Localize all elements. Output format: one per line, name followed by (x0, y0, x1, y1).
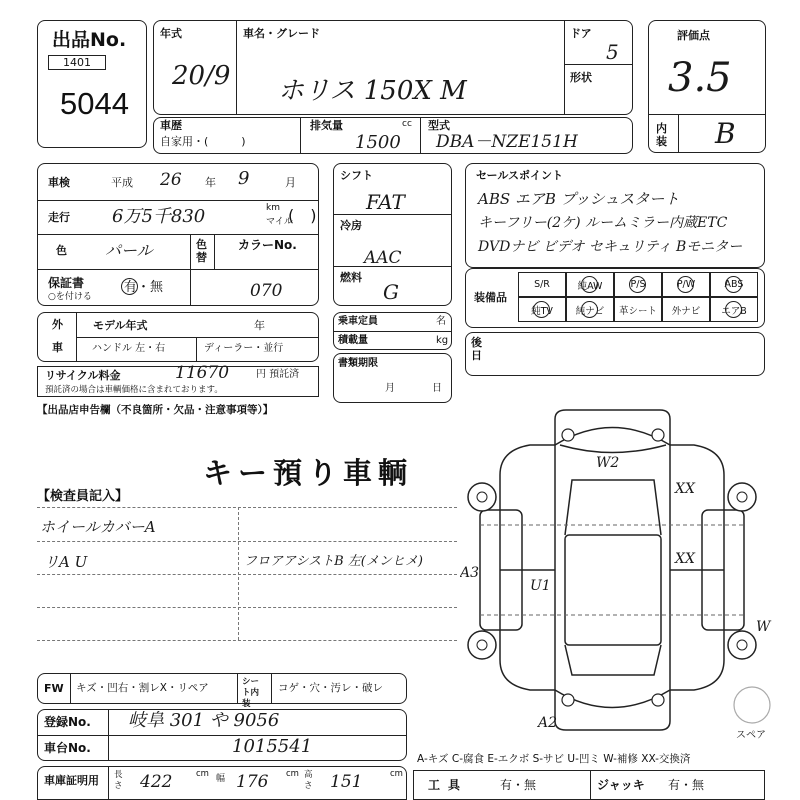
import-handle: ハンドル 左・右 (92, 343, 166, 354)
equipment-item: 純AW (566, 272, 614, 297)
damage-mark-rear: A2 (538, 715, 558, 731)
fw-label: FW (44, 682, 64, 695)
registration-label: 登録No. (44, 715, 91, 729)
recycle-label: リサイクル料金 (45, 369, 121, 382)
chassis-label: 車台No. (44, 741, 91, 755)
equipment-item: 純ナビ (566, 297, 614, 322)
equipment-item: S/R (518, 272, 566, 297)
inspector-note-2: リA U (44, 553, 88, 571)
inspector-note-1: ホイールカバーA (40, 518, 156, 536)
length-label: 長さ (114, 770, 123, 791)
seat-text: コゲ・穴・汚レ・破レ (278, 682, 383, 694)
damage-mark-right-door: XX (675, 551, 695, 567)
import-dealer: ディーラー・並行 (204, 343, 284, 354)
warranty-options: 有・無 (124, 280, 164, 295)
load-label: 積載量 (338, 335, 368, 346)
equipment-item: 純TV (518, 297, 566, 322)
displacement-value: 1500 (355, 132, 401, 153)
fuel-label: 燃料 (340, 271, 362, 284)
height-unit: cm (390, 769, 403, 779)
equipment-item: P/S (614, 272, 662, 297)
shape-label: 形状 (570, 71, 592, 84)
chassis-value: 1015541 (232, 736, 313, 757)
mileage-unit-km: km (266, 203, 280, 213)
length-value: 422 (140, 772, 173, 792)
equipment-circle-mark (581, 301, 598, 318)
history-label: 車歴 (160, 119, 182, 132)
color-value: パール (105, 241, 153, 260)
seat-label: シート内装 (242, 677, 260, 709)
key-notice-stamp: キー預り車輌 (203, 456, 414, 490)
shift-value: FAT (366, 190, 405, 214)
car-damage-diagram (460, 405, 790, 750)
length-unit: cm (196, 769, 209, 779)
inspector-label: 【検査員記入】 (37, 489, 129, 504)
registration-value: 岐阜 301 や 9056 (128, 710, 280, 731)
damage-mark-rear-right: W (756, 619, 771, 635)
equipment-circle-mark (725, 276, 742, 293)
width-value: 176 (236, 772, 269, 792)
fuel-value: G (383, 280, 399, 304)
dimensions-label: 車庫証明用 (44, 774, 99, 787)
sales-point-line2: キーフリー(2ケ) ルームミラー内蔵ETC (478, 215, 728, 231)
inspection-year-unit: 年 (205, 176, 216, 189)
color-code-value: 070 (250, 281, 283, 301)
model-code-label: 型式 (428, 119, 450, 132)
import-model-year-label: モデル年式 (93, 319, 148, 332)
model-code-value: DBA－NZE151H (436, 132, 578, 152)
documents-label: 書類期限 (338, 358, 378, 369)
equipment-label: 装備品 (474, 291, 507, 304)
sales-point-line1: ABS エアB プッシュスタート (478, 190, 680, 208)
documents-day: 日 (432, 383, 442, 394)
import-label-2: 車 (52, 341, 63, 354)
tools-options: 有・無 (500, 778, 537, 792)
inspector-note-3: フロアアシストB 左(メンヒメ) (244, 554, 423, 569)
spare-label: スペア (736, 730, 766, 741)
import-label-1: 外 (52, 318, 63, 331)
recycle-unit: 円 預託済 (256, 369, 300, 380)
later-label: 後日 (471, 336, 482, 362)
jack-label: ジャッキ (597, 778, 645, 792)
model-value: ホリス 150X M (278, 76, 467, 106)
history-value: 自家用・( ) (160, 135, 246, 148)
equipment-circle-mark (725, 301, 742, 318)
equipment-item: エアB (710, 297, 758, 322)
equipment-item: 革シート (614, 297, 662, 322)
shift-label: シフト (340, 169, 373, 182)
damage-mark-center: U1 (530, 578, 551, 594)
inspection-label: 車検 (48, 176, 70, 189)
damage-legend: A-キズ C-腐食 E-エクボ S-サビ U-凹ミ W-補修 XX-交換済 (417, 753, 691, 765)
equipment-item: 外ナビ (662, 297, 710, 322)
passengers-unit: 名 (436, 316, 446, 327)
mileage-label: 走行 (48, 211, 70, 224)
interior-value: B (715, 117, 736, 150)
interior-label: 内装 (656, 122, 667, 148)
damage-mark-right-front: XX (675, 481, 695, 497)
damage-mark-left: A3 (460, 565, 480, 581)
door-value: 5 (606, 40, 619, 64)
aircon-label: 冷房 (340, 219, 362, 232)
tools-label: 工具 (428, 778, 469, 792)
lot-number: 5044 (60, 86, 129, 121)
warranty-label: 保証書 (48, 276, 85, 290)
equipment-circle-mark (629, 276, 646, 293)
equipment-item: ABS (710, 272, 758, 297)
import-year-unit: 年 (254, 319, 265, 332)
mileage-unit-mile: マイル (266, 217, 293, 227)
damage-mark-roof: W2 (596, 455, 620, 471)
score-value: 3.5 (668, 55, 732, 101)
width-label: 幅 (216, 774, 226, 784)
inspection-year: 26 (160, 170, 182, 190)
displacement-unit: cc (402, 119, 412, 129)
model-label: 車名・グレード (243, 27, 320, 40)
color-label: 色 (56, 244, 67, 257)
warranty-selected-circle (121, 278, 138, 295)
documents-month: 月 (385, 383, 395, 394)
height-label: 高さ (304, 770, 313, 791)
load-unit: kg (436, 335, 449, 346)
equipment-circle-mark (533, 301, 550, 318)
width-unit: cm (286, 769, 299, 779)
aircon-value: AAC (364, 248, 402, 268)
warranty-note: ○を付ける (48, 292, 92, 302)
recycle-note: 預託済の場合は車輌価格に含まれております。 (45, 385, 223, 395)
later-box (465, 332, 765, 376)
lot-label: 出品No. (52, 29, 127, 51)
equipment-circle-mark (581, 276, 598, 293)
passengers-label: 乗車定員 (338, 316, 378, 327)
score-label: 評価点 (677, 29, 710, 42)
inspection-era: 平成 (111, 176, 133, 189)
year-label: 年式 (160, 27, 182, 40)
color-change-label: 色替 (196, 238, 207, 264)
recycle-value: 11670 (175, 363, 230, 383)
displacement-label: 排気量 (310, 119, 343, 132)
height-value: 151 (330, 772, 363, 792)
year-value: 20/9 (172, 61, 231, 91)
inspection-month-unit: 月 (285, 176, 296, 189)
mileage-value: 6万5千830 (112, 206, 206, 227)
lot-small-number: 1401 (48, 55, 106, 70)
door-label: ドア (570, 27, 592, 40)
fw-text: キズ・凹右・割レX・リペア (76, 682, 209, 694)
sales-point-label: セールスポイント (476, 169, 564, 182)
equipment-item: P/W (662, 272, 710, 297)
remarks-header: 【出品店申告欄（不良箇所・欠品・注意事項等）】 (37, 404, 274, 416)
color-code-label: カラーNo. (238, 238, 297, 252)
sales-point-line3: DVDナビ ビデオ セキュリティ Bモニター (478, 239, 743, 255)
inspection-month: 9 (238, 168, 250, 189)
equipment-circle-mark (677, 276, 694, 293)
jack-options: 有・無 (668, 778, 705, 792)
